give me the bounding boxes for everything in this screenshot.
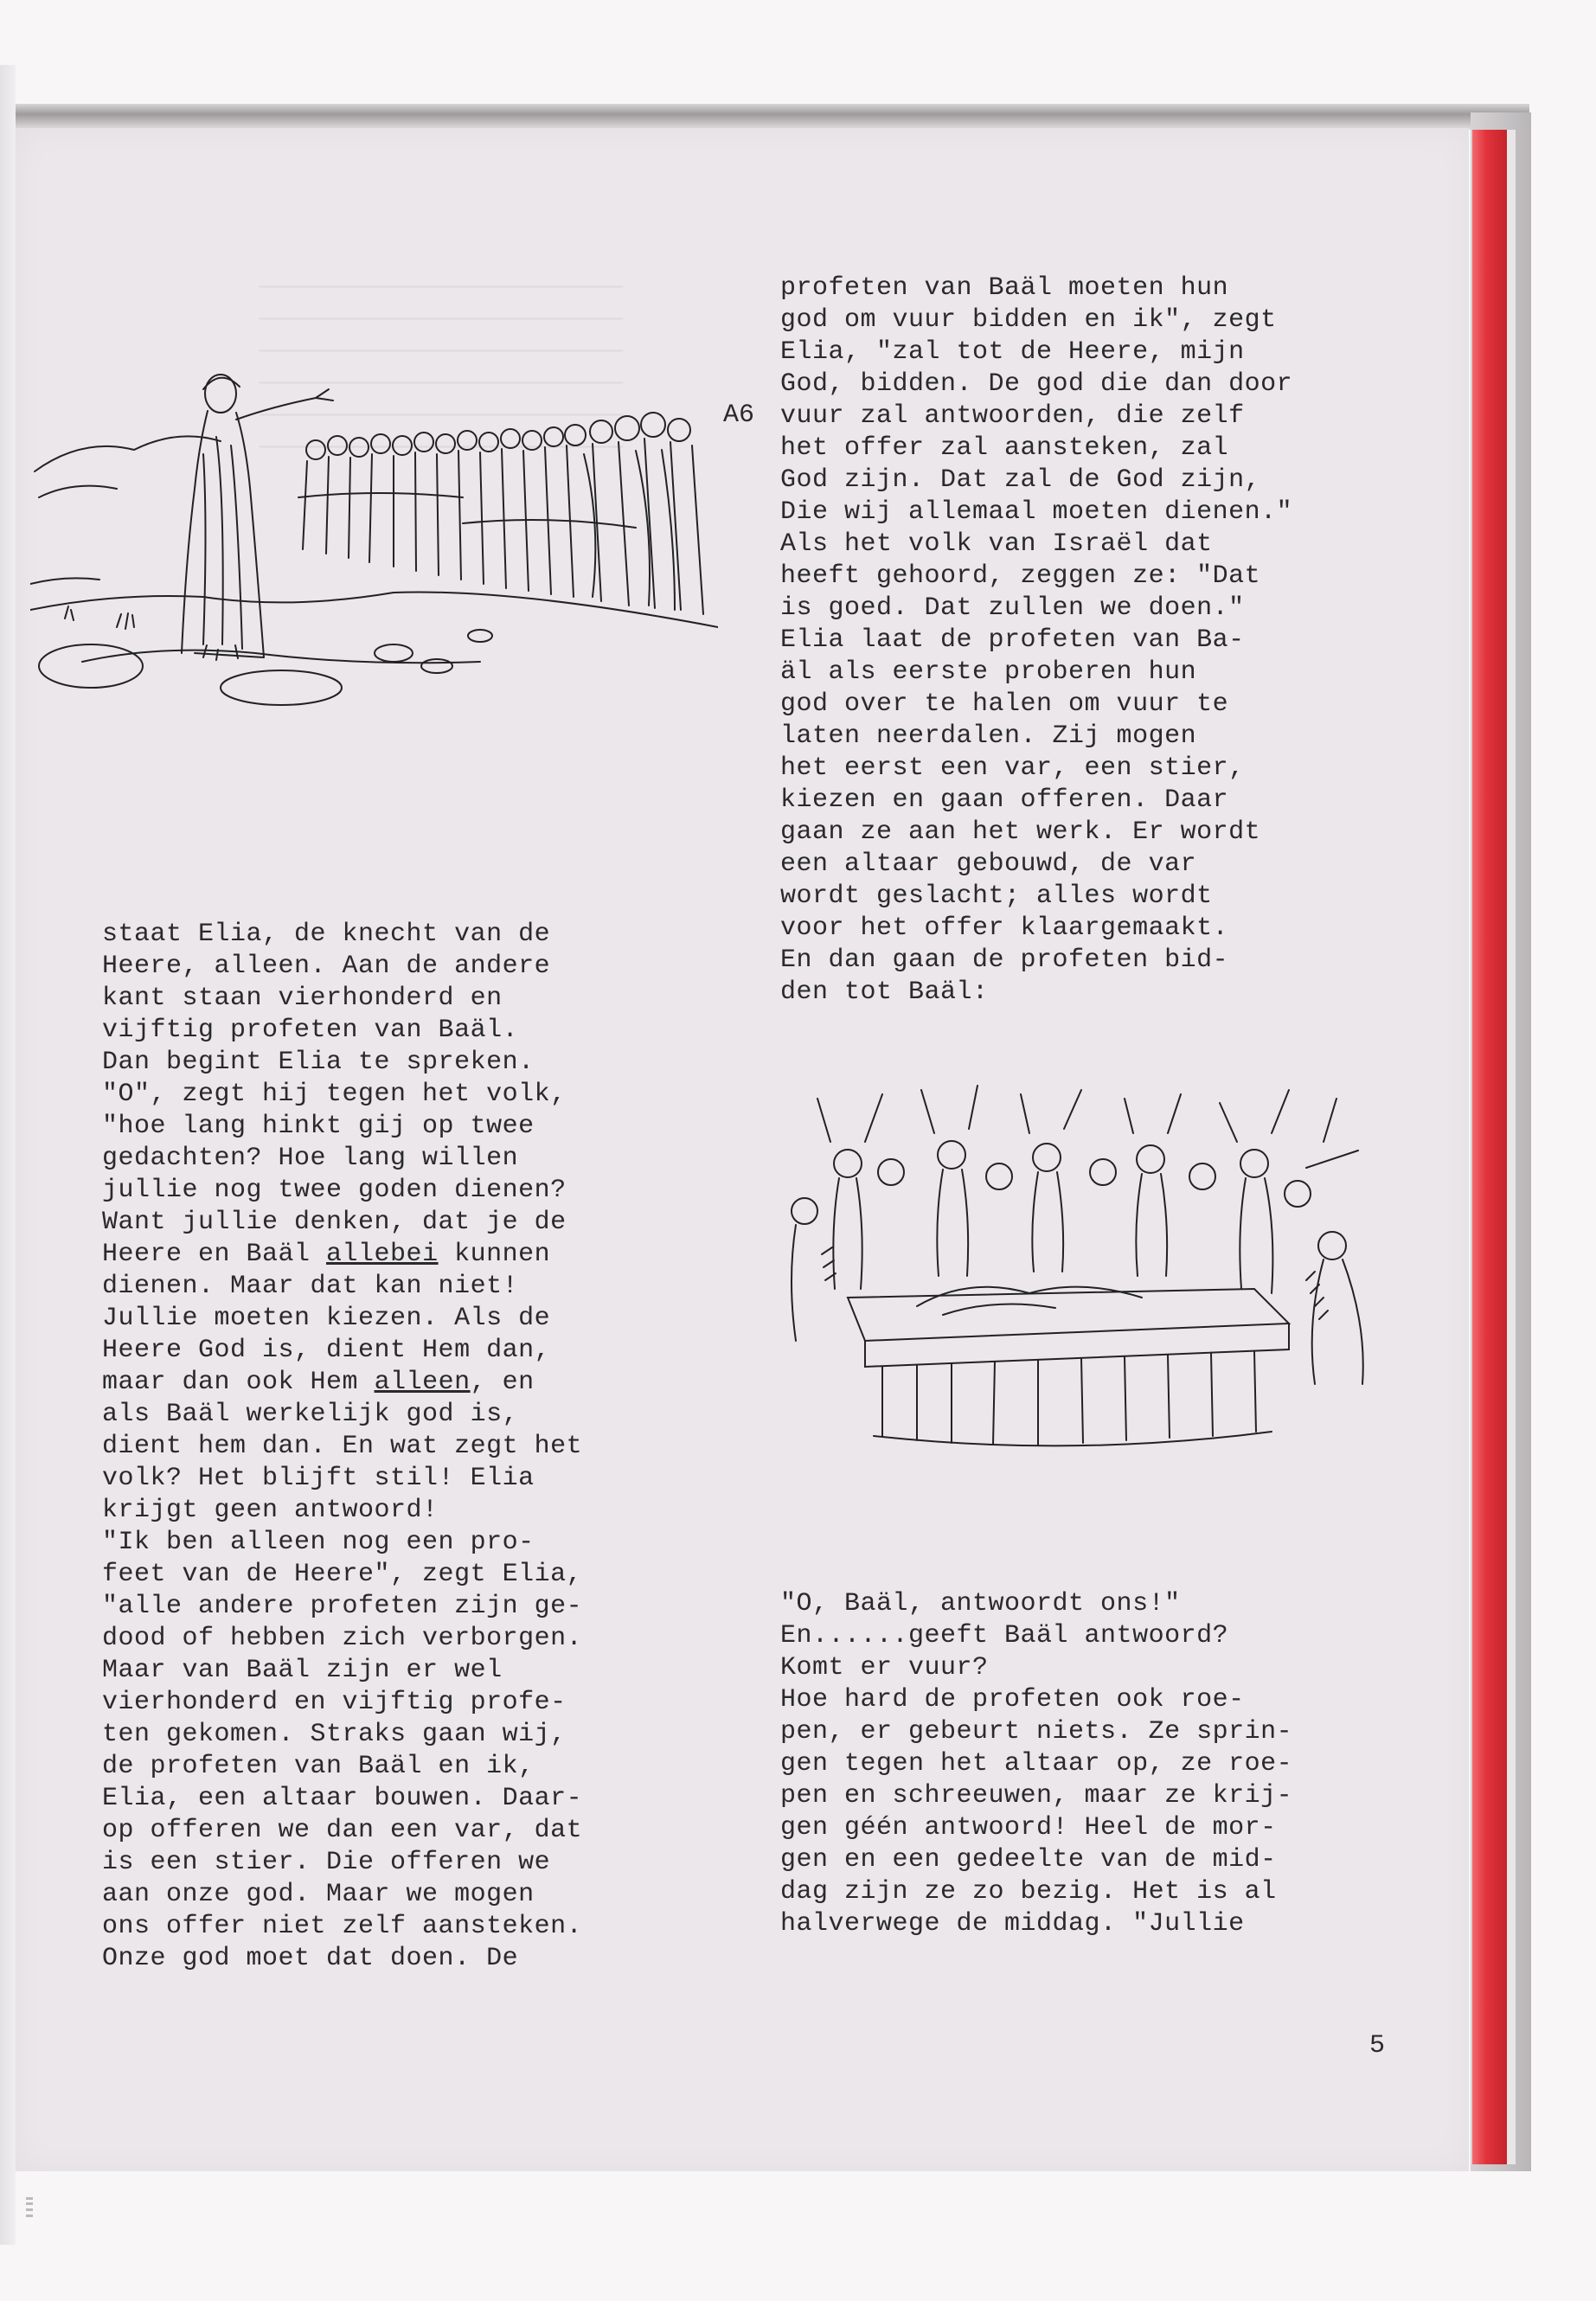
text-line: "hoe lang hinkt gij op twee — [102, 1112, 535, 1141]
text-line: laten neerdalen. Zij mogen — [780, 721, 1197, 751]
left-column-text — [102, 919, 582, 1975]
emphasis-underline: alleen — [374, 1368, 471, 1397]
text-line: de profeten van Baäl en ik, — [102, 1752, 535, 1781]
text-line: krijgt geen antwoord! — [102, 1496, 439, 1525]
text-line: wordt geslacht; alles wordt — [780, 881, 1213, 911]
text-line: gaan ze aan het werk. Er wordt — [780, 817, 1261, 847]
text-line: dag zijn ze zo bezig. Het is al — [780, 1877, 1277, 1907]
text-line: god om vuur bidden en ik", zegt — [780, 305, 1277, 335]
right-column-top-text — [780, 272, 1292, 1009]
text-line: is een stier. Die offeren we — [102, 1848, 551, 1877]
scan-registration-mark — [26, 2197, 33, 2223]
text-line: "O, Baäl, antwoordt ons!" — [780, 1589, 1181, 1618]
prophets-at-altar-illustration — [770, 1081, 1380, 1462]
text-line: het eerst een var, een stier, — [780, 753, 1245, 783]
text-line: God, bidden. De god die dan door — [780, 369, 1293, 399]
text-line: Elia, "zal tot de Heere, mijn — [780, 337, 1245, 367]
text-line: volk? Het blijft stil! Elia — [102, 1464, 535, 1493]
text-line: profeten van Baäl moeten hun — [780, 273, 1229, 303]
text-line: En......geeft Baäl antwoord? — [780, 1621, 1229, 1650]
text-line: vierhonderd en vijftig profe- — [102, 1688, 567, 1717]
book-page-stack-edge — [1507, 130, 1516, 2164]
text-line: ons offer niet zelf aansteken. — [102, 1912, 583, 1941]
elijah-addresses-crowd-illustration — [30, 368, 718, 722]
text-line: pen, er gebeurt niets. Ze sprin- — [780, 1717, 1293, 1747]
text-line: kant staan vierhonderd en — [102, 984, 503, 1013]
text-line: ten gekomen. Straks gaan wij, — [102, 1720, 567, 1749]
text-line: gen géén antwoord! Heel de mor- — [780, 1813, 1277, 1843]
text-line: dient hem dan. En wat zegt het — [102, 1432, 583, 1461]
text-line: jullie nog twee goden dienen? — [102, 1176, 567, 1205]
text-line: het offer zal aansteken, zal — [780, 433, 1229, 463]
text-line: aan onze god. Maar we mogen — [102, 1880, 535, 1909]
text-line: "alle andere profeten zijn ge- — [102, 1592, 583, 1621]
text-line: Die wij allemaal moeten dienen." — [780, 497, 1293, 527]
text-line: Heere God is, dient Hem dan, — [102, 1336, 551, 1365]
text-line: dood of hebben zich verborgen. — [102, 1624, 583, 1653]
margin-mark: A6 — [723, 401, 755, 430]
text-line: Komt er vuur? — [780, 1653, 989, 1682]
text-line: staat Elia, de knecht van de — [102, 920, 551, 949]
text-line: äl als eerste proberen hun — [780, 657, 1197, 687]
text-line: Heere, alleen. Aan de andere — [102, 952, 551, 981]
text-line: Onze god moet dat doen. De — [102, 1944, 519, 1973]
text-line: is goed. Dat zullen we doen." — [780, 593, 1245, 623]
text-line: gen en een gedeelte van de mid- — [780, 1845, 1277, 1875]
text-line: Als het volk van Israël dat — [780, 529, 1213, 559]
text-line: den tot Baäl: — [780, 977, 989, 1007]
text-line: kiezen en gaan offeren. Daar — [780, 785, 1229, 815]
text-line: pen en schreeuwen, maar ze krij- — [780, 1781, 1293, 1811]
text-line: dienen. Maar dat kan niet! — [102, 1272, 519, 1301]
text-line: voor het offer klaargemaakt. — [780, 913, 1229, 943]
page-number: 5 — [1369, 2031, 1386, 2061]
text-line: En dan gaan de profeten bid- — [780, 945, 1229, 975]
text-line: halverwege de middag. "Jullie — [780, 1909, 1245, 1939]
text-line: "O", zegt hij tegen het volk, — [102, 1080, 567, 1109]
text-line: Maar van Baäl zijn er wel — [102, 1656, 503, 1685]
text-line: op offeren we dan een var, dat — [102, 1816, 583, 1845]
text-line: maar dan ook Hem alleen, en — [102, 1368, 535, 1397]
text-line: god over te halen om vuur te — [780, 689, 1229, 719]
text-line: heeft gehoord, zeggen ze: "Dat — [780, 561, 1261, 591]
bleed-through-text: ───────────────────────── ───────────────────────── ───────────────────────── ───────────────────────── ───────────────────────── ───────────────────────── — [260, 275, 624, 462]
text-line: gen tegen het altaar op, ze roe- — [780, 1749, 1293, 1779]
text-line: Hoe hard de profeten ook roe- — [780, 1685, 1245, 1715]
scan-left-shadow — [0, 65, 16, 2245]
text-line: feet van de Heere", zegt Elia, — [102, 1560, 583, 1589]
book-red-edge — [1472, 130, 1507, 2164]
text-line: "Ik ben alleen nog een pro- — [102, 1528, 535, 1557]
text-line: vijftig profeten van Baäl. — [102, 1016, 519, 1045]
text-line: Heere en Baäl allebei kunnen — [102, 1240, 551, 1269]
text-line: vuur zal antwoorden, die zelf — [780, 401, 1245, 431]
book-top-edge — [16, 104, 1529, 130]
text-line: God zijn. Dat zal de God zijn, — [780, 465, 1261, 495]
text-line: Elia laat de profeten van Ba- — [780, 625, 1245, 655]
text-line: Jullie moeten kiezen. Als de — [102, 1304, 551, 1333]
text-line: Elia, een altaar bouwen. Daar- — [102, 1784, 583, 1813]
right-column-bottom-text — [780, 1588, 1292, 1940]
text-line: een altaar gebouwd, de var — [780, 849, 1197, 879]
text-line: Dan begint Elia te spreken. — [102, 1048, 535, 1077]
text-line: Want jullie denken, dat je de — [102, 1208, 567, 1237]
text-line: als Baäl werkelijk god is, — [102, 1400, 519, 1429]
emphasis-underline: allebei — [326, 1240, 439, 1269]
text-line: gedachten? Hoe lang willen — [102, 1144, 519, 1173]
